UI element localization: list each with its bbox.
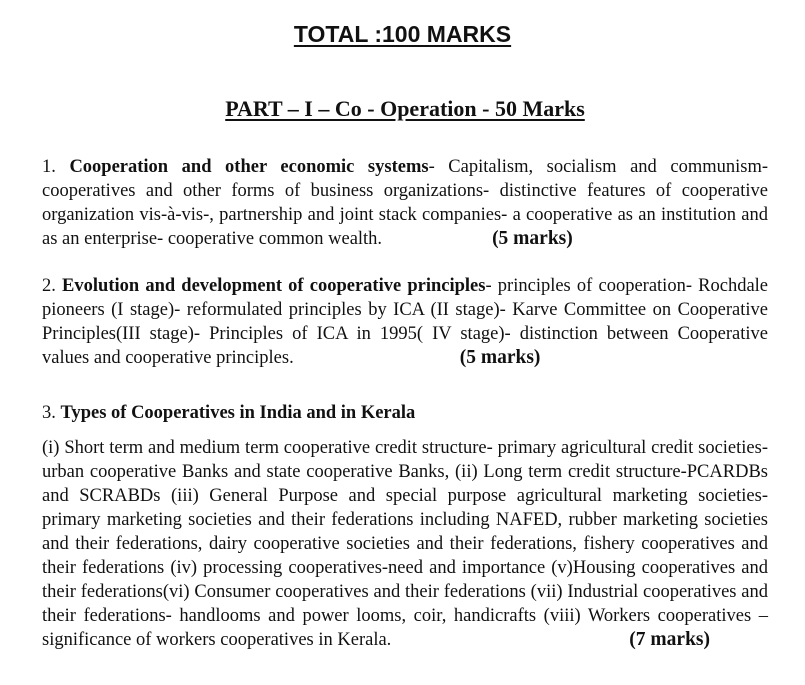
section-marks: (7 marks) xyxy=(629,629,710,650)
section-body: - principles of cooperation- Rochdale pioneers (I stage)- reformulated principles by ICA (II stage)- Karve Committee on Cooperative Principles(III stage)- Principles of ICA in 1995( IV stage)- distinction between Cooperative values and cooperative principles. xyxy=(42,276,769,368)
total-marks-heading: TOTAL :100 MARKS xyxy=(293,21,512,47)
section-number: 1. xyxy=(42,157,56,177)
section-3-heading xyxy=(42,401,415,425)
section-title: Cooperation and other economic systems xyxy=(69,157,429,177)
section-body: (i) Short term and medium term cooperative credit structure- primary agricultural credit societies- urban cooperative Banks and state cooperative Banks, (ii) Long term credit structure-PCARDBs and SCRABDs (iii) General Purpose and special purpose agricultural marketing societies- primary marketing societies and their federations including NAFED, rubber marketing societies and their federations, dairy cooperative societies and their federations, fishery cooperatives and their federations (iv) processing cooperatives-need and importance (v)Housing cooperatives and their federations(vi) Consumer cooperatives and their federations (vii) Industrial cooperatives and their federations- handlooms and power looms, coir, handicrafts (viii) Workers cooperatives –significance of workers cooperatives in Kerala. xyxy=(42,438,768,650)
part-heading: PART – I – Co - Operation - 50 Marks xyxy=(225,96,585,121)
section-1 xyxy=(42,155,768,251)
section-3 xyxy=(42,436,768,652)
section-number: 3. xyxy=(42,403,56,423)
section-marks: (5 marks) xyxy=(492,228,573,249)
section-number: 2. xyxy=(42,276,56,296)
section-title: Evolution and development of cooperative principles xyxy=(62,276,486,296)
section-2 xyxy=(42,274,768,370)
section-marks: (5 marks) xyxy=(459,347,541,368)
section-body: - Capitalism, socialism and communism- cooperatives and other forms of business organizations- distinctive features of cooperative organization vis-à-vis-, partnership and joint stack companies- a cooperative as an institution and as an enterprise- cooperative common wealth. xyxy=(42,157,768,249)
section-title: Types of Cooperatives in India and in Kerala xyxy=(60,403,416,423)
